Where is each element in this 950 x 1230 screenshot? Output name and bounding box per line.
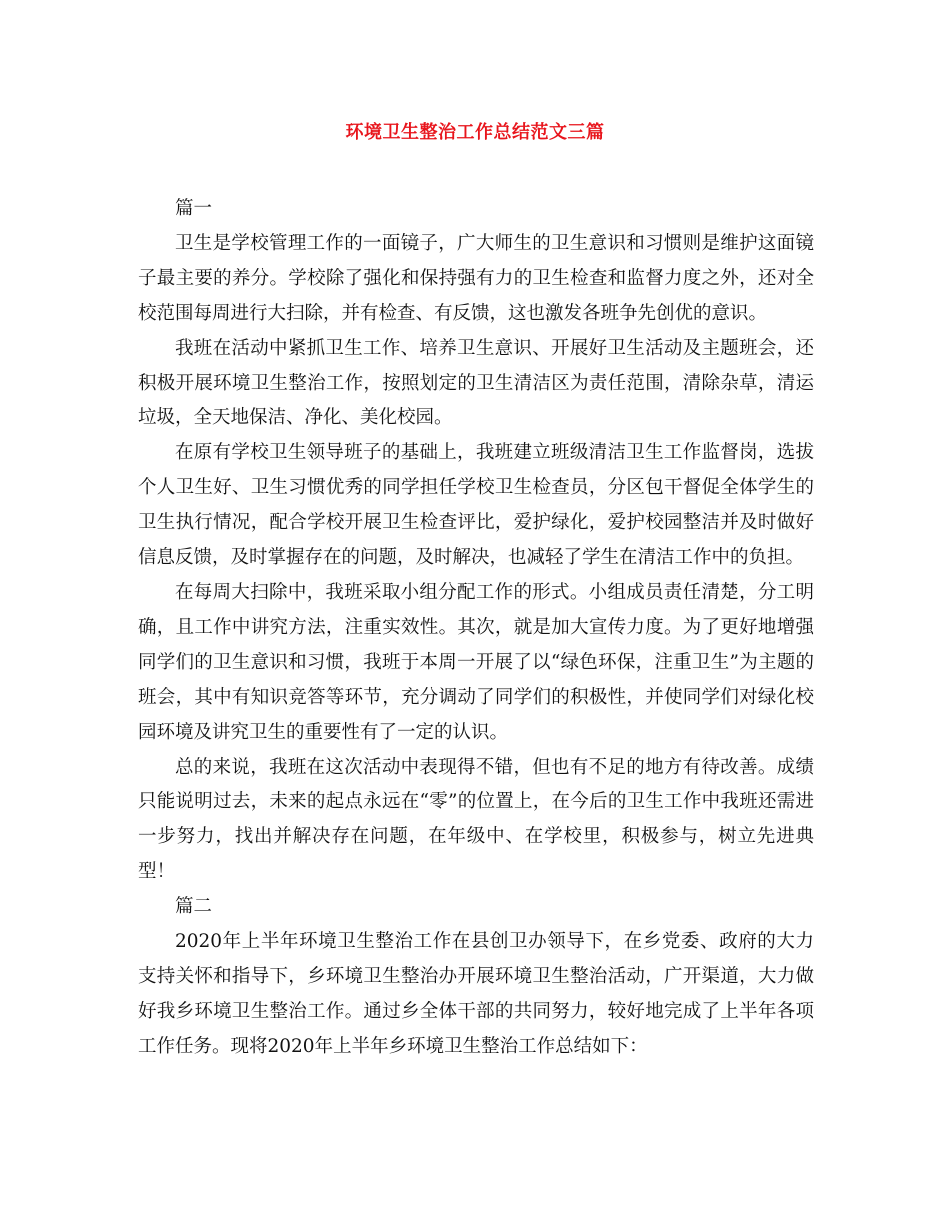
paragraph: 在每周大扫除中，我班采取小组分配工作的形式。小组成员责任清楚，分工明确，且工作中讲究方法，注重实效性。其次，就是加大宣传力度。为了更好地增强同学们的卫生意识和习惯，我班于本周一开展了以“绿色环保，注重卫生”为主题的班会，其中有知识竞答等环节，充分调动了同学们的积极性，并使同学们对绿化校园环境及讲究卫生的重要性有了一定的认识。 (138, 581, 814, 743)
paragraph: 在原有学校卫生领导班子的基础上，我班建立班级清洁卫生工作监督岗，选拔个人卫生好、卫生习惯优秀的同学担任学校卫生检查员，分区包干督促全体学生的卫生执行情况，配合学校开展卫生检查评比，爱护绿化，爱护校园整洁并及时做好信息反馈，及时掌握存在的问题，及时解决，也减轻了学生在清洁工作中的负担。 (138, 442, 814, 569)
paragraph: 总的来说，我班在这次活动中表现得不错，但也有不足的地方有待改善。成绩只能说明过去，未来的起点永远在“零”的位置上，在今后的卫生工作中我班还需进一步努力，找出并解决存在问题，在年级中、在学校里，积极参与，树立先进典型！ (138, 756, 814, 883)
paragraph: 我班在活动中紧抓卫生工作、培养卫生意识、开展好卫生活动及主题班会，还积极开展环境卫生整治工作，按照划定的卫生清洁区为责任范围，清除杂草，清运垃圾，全天地保洁、净化、美化校园。 (138, 337, 814, 429)
section-heading-2: 篇二 (175, 896, 213, 918)
paragraph: 卫生是学校管理工作的一面镜子，广大师生的卫生意识和习惯则是维护这面镜子最主要的养分。学校除了强化和保持强有力的卫生检查和监督力度之外，还对全校范围每周进行大扫除，并有检查、有反馈，这也激发各班争先创优的意识。 (138, 232, 814, 324)
document-body (138, 192, 814, 1065)
section-heading-1: 篇一 (175, 198, 213, 219)
document-title: 环境卫生整治工作总结范文三篇 (345, 122, 605, 143)
paragraph: 2020年上半年环境卫生整治工作在县创卫办领导下，在乡党委、政府的大力支持关怀和指导下，乡环境卫生整治办开展环境卫生整治活动，广开渠道，大力做好我乡环境卫生整治工作。通过乡全体干部的共同努力，较好地完成了上半年各项工作任务。现将2020年上半年乡环境卫生整治工作总结如下： (138, 931, 814, 1057)
